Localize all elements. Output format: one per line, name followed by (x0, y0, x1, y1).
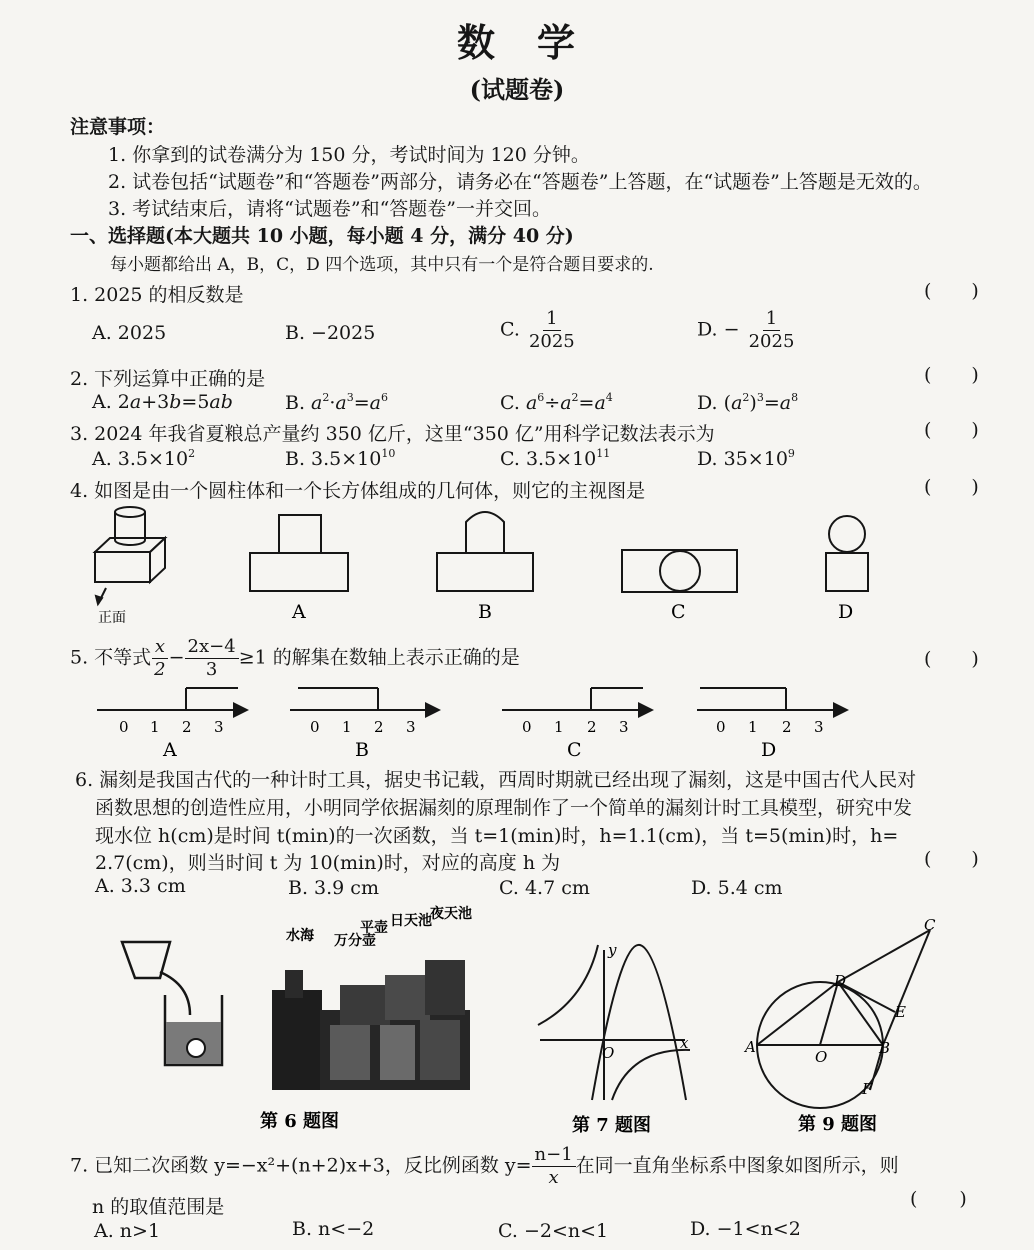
q4-front-label: 正面 (98, 610, 126, 626)
q6-option-b: B. 3.9 cm (288, 877, 379, 899)
section-heading: 一、选择题(本大题共 10 小题，每小题 4 分，满分 40 分) (70, 225, 574, 247)
q6-line-4: 2.7(cm)，则当时间 t 为 10(min)时，对应的高度 h 为 (95, 852, 561, 874)
fig6-label-yetianchi: 夜天池 (430, 906, 472, 922)
q5-answer-paren: ( ) (924, 648, 979, 670)
q5-c-tick-2: 2 (587, 718, 597, 736)
q6-option-d: D. 5.4 cm (691, 877, 783, 899)
q2-option-d: D. $(a^2)^3=a^8$ (697, 391, 799, 414)
q6-line-3: 现水位 h(cm)是时间 t(min)的一次函数，当 t=1(min)时，h=1.1(cm)，当 t=5(min)时，h= (95, 825, 899, 847)
fig9-caption: 第 9 题图 (798, 1114, 878, 1135)
fig9-label-a: A (745, 1038, 756, 1056)
q2-option-a: A. 2a+3b=5ab (92, 391, 233, 413)
q4-label-b: B (478, 601, 492, 623)
notice-item-2: 2. 试卷包括“试题卷”和“答题卷”两部分，请务必在“答题卷”上答题，在“试题卷”上答题是无效的。 (108, 171, 932, 193)
q4-stem: 4. 如图是由一个圆柱体和一个长方体组成的几何体，则它的主视图是 (70, 480, 646, 502)
q5-c-tick-0: 0 (522, 718, 532, 736)
q5-d-tick-0: 0 (716, 718, 726, 736)
q5-d-tick-2: 2 (782, 718, 792, 736)
q4-label-c: C (671, 601, 686, 623)
q4-option-a-base (250, 553, 348, 591)
q2-stem: 2. 下列运算中正确的是 (70, 368, 266, 390)
q3-option-c: C. $3.5\times 10^{11}$ (500, 447, 611, 470)
q3-stem: 3. 2024 年我省夏粮总产量约 350 亿斤，这里“350 亿”用科学记数法表示为 (70, 423, 715, 445)
fig7-caption: 第 7 题图 (572, 1115, 652, 1136)
q6-option-c: C. 4.7 cm (499, 877, 590, 899)
q1-option-a: A. 2025 (92, 322, 167, 344)
q1-answer-paren: ( ) (924, 280, 979, 302)
q5-a-tick-1: 1 (150, 718, 160, 736)
q5-label-b: B (355, 739, 369, 760)
q4-option-b-top (466, 512, 504, 553)
notice-item-3: 3. 考试结束后，请将“试题卷”和“答题卷”一并交回。 (108, 198, 552, 220)
fig9-label-b: B (879, 1039, 891, 1057)
page-subtitle: (试题卷) (469, 75, 565, 104)
q4-option-c-circle (660, 551, 700, 591)
fig7-origin-label: O (602, 1044, 615, 1062)
q1-option-d: D. − $\frac{1}{2025}$ (697, 308, 795, 352)
q7-option-d: D. −1<n<2 (690, 1218, 801, 1240)
q5-b-tick-3: 3 (406, 718, 416, 736)
fig6-label-ritianchi: 日天池 (390, 913, 432, 929)
q4-answer-paren: ( ) (924, 476, 979, 498)
q4-option-d-circle (829, 516, 865, 552)
q5-label-c: C (567, 739, 582, 760)
q3-option-d: D. $35\times 10^9$ (697, 447, 795, 470)
q5-stem: 5. 不等式 $\frac{x}{2}$ − $\frac{2x-4}{3}$ ≥1 的解集在数轴上表示正确的是 (70, 636, 520, 680)
q7-option-a: A. n>1 (94, 1220, 161, 1242)
q6-line-2: 函数思想的创造性应用，小明同学依据漏刻的原理制作了一个简单的漏刻计时工具模型，研究中发 (95, 797, 913, 819)
fig7-graph (538, 945, 690, 1100)
fig6-label-shuihai: 水海 (286, 928, 314, 944)
fig6-label-wanfenhu: 万分壶 (334, 933, 376, 949)
q6-answer-paren: ( ) (924, 848, 979, 870)
q4-solid-figure (95, 507, 165, 604)
q3-answer-paren: ( ) (924, 419, 979, 441)
q4-option-c-rect (622, 550, 737, 592)
q6-line-1: 6. 漏刻是我国古代的一种计时工具，据史书记载，西周时期就已经出现了漏刻，这是中国古代人民对 (75, 769, 917, 791)
q6-option-a: A. 3.3 cm (95, 875, 186, 897)
q5-number-lines (0, 680, 1034, 760)
q7-option-c: C. −2<n<1 (498, 1220, 609, 1242)
q7-stem: 7. 已知二次函数 y=−x²+(n+2)x+3，反比例函数 y= $\frac{n-1}{x}$ 在同一直角坐标系中图象如图所示，则 (70, 1144, 899, 1188)
page-title: 数 学 (456, 20, 577, 65)
q7-answer-paren: ( ) (910, 1188, 967, 1210)
q5-a-tick-2: 2 (182, 718, 192, 736)
q5-label-d: D (761, 739, 777, 760)
q5-b-tick-2: 2 (374, 718, 384, 736)
q3-option-b: B. $3.5\times 10^{10}$ (285, 447, 396, 470)
q7-line-2: n 的取值范围是 (92, 1196, 225, 1218)
fig6-ancient-vessels (272, 960, 470, 1090)
fig6-caption: 第 6 题图 (260, 1111, 340, 1132)
fig9-label-d: D (834, 972, 847, 990)
q5-d-tick-3: 3 (814, 718, 824, 736)
q7-option-b: B. n<−2 (292, 1218, 375, 1240)
q5-c-tick-1: 1 (554, 718, 564, 736)
q2-option-c: C. $a^6\div a^2=a^4$ (500, 391, 613, 414)
q3-option-a: A. $3.5\times 10^2$ (92, 447, 196, 470)
q4-option-a-top (279, 515, 321, 553)
q5-b-tick-0: 0 (310, 718, 320, 736)
q4-figures (0, 500, 1034, 635)
fig6-float (187, 1039, 205, 1057)
q4-option-b-base (437, 553, 533, 591)
q5-b-tick-1: 1 (342, 718, 352, 736)
q1-stem: 1. 2025 的相反数是 (70, 284, 244, 306)
q4-option-d-rect (826, 553, 868, 591)
fig7-x-label: x (680, 1034, 689, 1052)
fig9-label-c: C (924, 916, 936, 934)
section-intro: 每小题都给出 A，B，C，D 四个选项，其中只有一个是符合题目要求的. (110, 255, 654, 275)
q2-option-b: B. $a^2\cdot a^3=a^6$ (285, 391, 388, 414)
q5-d-tick-1: 1 (748, 718, 758, 736)
fig7-y-label: y (608, 941, 617, 959)
q5-a-tick-3: 3 (214, 718, 224, 736)
figures-row (0, 900, 1034, 1140)
q5-c-tick-3: 3 (619, 718, 629, 736)
fig9-label-o: O (815, 1048, 828, 1066)
notice-heading: 注意事项： (70, 116, 166, 138)
fig9-label-f: F (862, 1080, 873, 1098)
q4-label-d: D (838, 601, 854, 623)
q4-label-a: A (292, 601, 306, 623)
q1-option-b: B. −2025 (285, 322, 376, 344)
q1-option-c: C. $\frac{1}{2025}$ (500, 308, 575, 352)
fig9-label-e: E (895, 1003, 906, 1021)
q5-a-tick-0: 0 (119, 718, 129, 736)
fig6-label-pinghu: 平壶 (360, 920, 388, 936)
q5-label-a: A (163, 739, 177, 760)
notice-item-1: 1. 你拿到的试卷满分为 150 分，考试时间为 120 分钟。 (108, 144, 590, 166)
q2-answer-paren: ( ) (924, 364, 979, 386)
